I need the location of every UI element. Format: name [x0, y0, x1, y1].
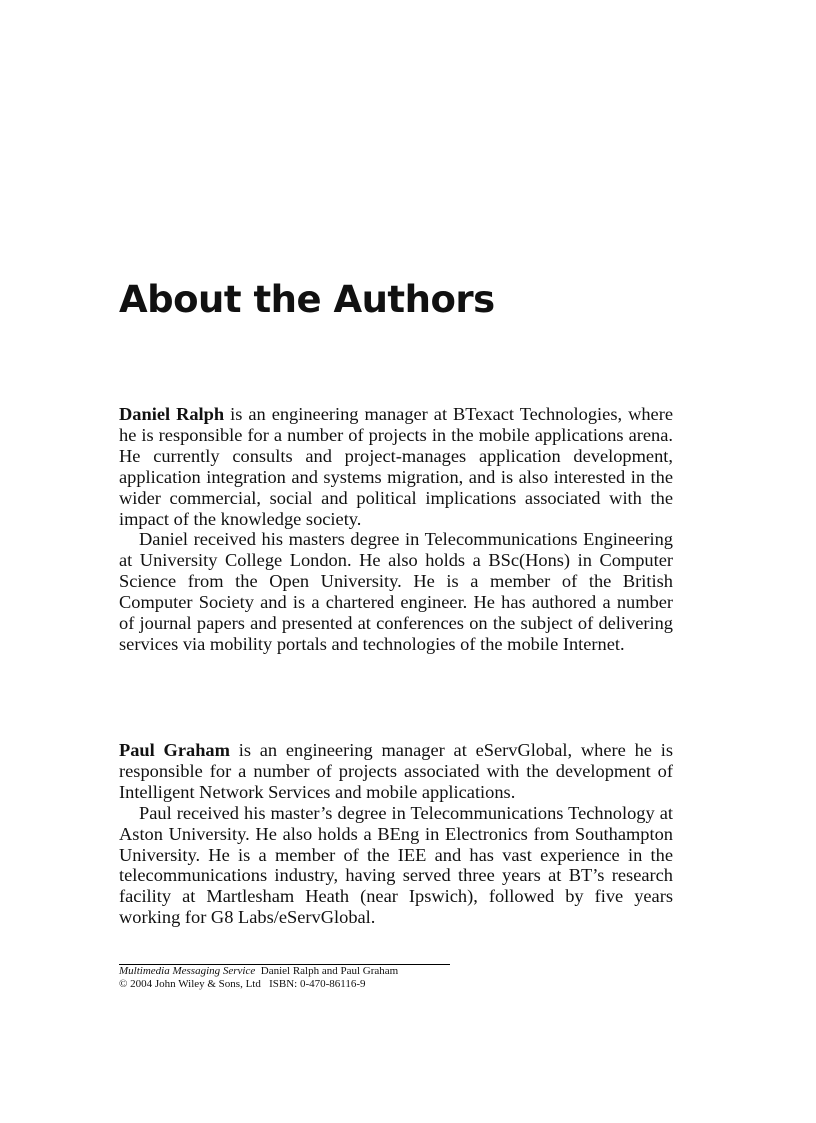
book-title: Multimedia Messaging Service [119, 965, 256, 977]
bio-text: is an engineering manager at eServGlobal, where he is responsible for a number of projects associated with the development of Intelligent Network Services and mobile applications. [119, 740, 673, 802]
bio-text: is an engineering manager at BTexact Technologies, where he is responsible for a number of projects in the mobile applications arena. He currently consults and project-manages application development, application integration and systems migration, and is also interested in the wider commercial, social and political implications associated with the impact of the knowledge society. [119, 404, 673, 529]
bio-paragraph: Paul received his master’s degree in Telecommunications Technology at Aston University. He also holds a BEng in Electronics from Southampton University. He is a member of the IEE and has vast experience in the telecommunications industry, having served three years at BT’s research facility at Martlesham Heath (near Ipswich), followed by five years working for G8 Labs/eServGlobal. [119, 802, 673, 928]
author-bio-paul-graham [119, 740, 673, 928]
author-name: Paul Graham [119, 740, 230, 760]
isbn-text: ISBN: 0-470-86116-9 [269, 978, 366, 990]
footnote-copyright [119, 978, 366, 991]
book-authors: Daniel Ralph and Paul Graham [260, 965, 399, 977]
bio-paragraph [119, 404, 673, 529]
page-title: About the Authors [119, 278, 495, 321]
bio-paragraph [119, 740, 673, 803]
footnote-book-info [119, 965, 398, 978]
bio-paragraph: Daniel received his masters degree in Telecommunications Engineering at University College London. He also holds a BSc(Hons) in Computer Science from the Open University. He is a member of the British Computer Society and is a chartered engineer. He has authored a number of journal papers and presented at conferences on the subject of delivering services via mobility portals and technologies of the mobile Internet. [119, 529, 673, 654]
author-bio-daniel-ralph [119, 404, 673, 655]
author-name: Daniel Ralph [119, 404, 225, 424]
copyright-text: © 2004 John Wiley & Sons, Ltd [119, 978, 261, 990]
